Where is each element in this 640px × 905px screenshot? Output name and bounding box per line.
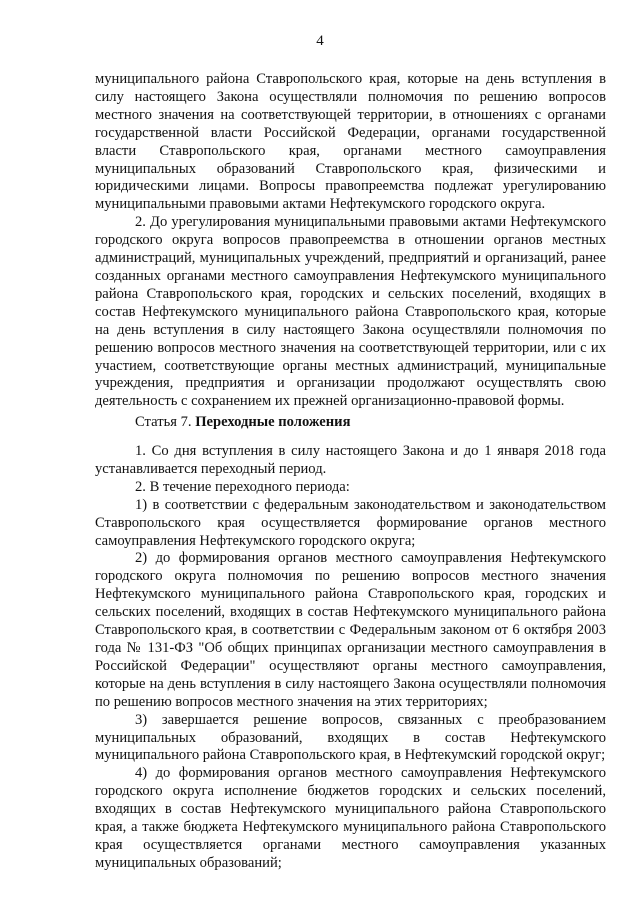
paragraph-item-1-transition: 1. Со дня вступления в силу настоящего Закона и до 1 января 2018 года устанавливается переходный период. (95, 443, 606, 477)
subitem-2: 2) до формирования органов местного самоуправления Нефтекумского городского округа полномочия по решению вопросов местного значения Нефтекумского муниципального района Ставропольского края, городских и сельских поселений, входящих в состав Нефтекумского муниципального района Ставропольского края, в соответствии с Федеральным законом от 6 октября 2003 года № 131-ФЗ "Об общих принципах организации местного самоуправления в Российской Федерации" осуществляют органы местного самоуправления, которые на день вступления в силу настоящего Закона осуществляли полномочия по решению вопросов местного значения на этих территориях; (95, 550, 606, 710)
article-heading (135, 413, 350, 431)
subitem-3: 3) завершается решение вопросов, связанных с преобразованием муниципальных образований, входящих в состав Нефтекумского муниципального района Ставропольского края, в Нефтекумский городской округ; (95, 711, 606, 764)
paragraph-item-2-succession: 2. До урегулирования муниципальными правовыми актами Нефтекумского городского округа вопросов правопреемства в отношении органов местных администраций, муниципальных учреждений, предприятий и организаций, ранее созданных органами местного самоуправления Нефтекумского муниципального района Ставропольского края, городских и сельских поселений, входящих в состав Нефтекумского муниципального района Ставропольского края, которые на день вступления в силу настоящего Закона осуществляли полномочия по решению вопросов местного значения на соответствующей территории, или с их участием, соответствующие органы местных администраций, муниципальные учреждения, предприятия и организации продолжают осуществлять свою деятельность с сохранением их прежней организационно-правовой формы. (95, 214, 606, 410)
subitem-1: 1) в соответствии с федеральным законодательством и законодательством Ставропольского края осуществляется формирование органов местного самоуправления Нефтекумского городского округа; (95, 496, 606, 549)
text-block-article-7 (95, 443, 606, 873)
paragraph-item-2-intro: 2. В течение переходного периода: (135, 478, 350, 495)
paragraph-continuation: муниципального района Ставропольского края, которые на день вступления в силу настоящего Закона осуществляли полномочия по решению вопросов местного значения на соответствующей территории, в отношениях с органами государственной власти Российской Федерации, органами государственной власти Ставропольского края, органами местного самоуправления муниципальных образований Ставропольского края, физическими и юридическими лицами. Вопросы правопреемства подлежат урегулированию муниципальными правовыми актами Нефтекумского городского округа. (95, 71, 606, 213)
article-number: Статья 7. (135, 414, 192, 430)
text-block-continuation (95, 71, 606, 411)
page-number: 4 (316, 33, 324, 49)
subitem-4: 4) до формирования органов местного самоуправления Нефтекумского городского округа исполнение бюджетов городских и сельских поселений, входящих в состав Нефтекумского муниципального района Ставропольского края, а также бюджета Нефтекумского муниципального района Ставропольского края осуществляется органами местного самоуправления указанных муниципальных образований; (95, 765, 606, 871)
article-title: Переходные положения (195, 414, 351, 430)
